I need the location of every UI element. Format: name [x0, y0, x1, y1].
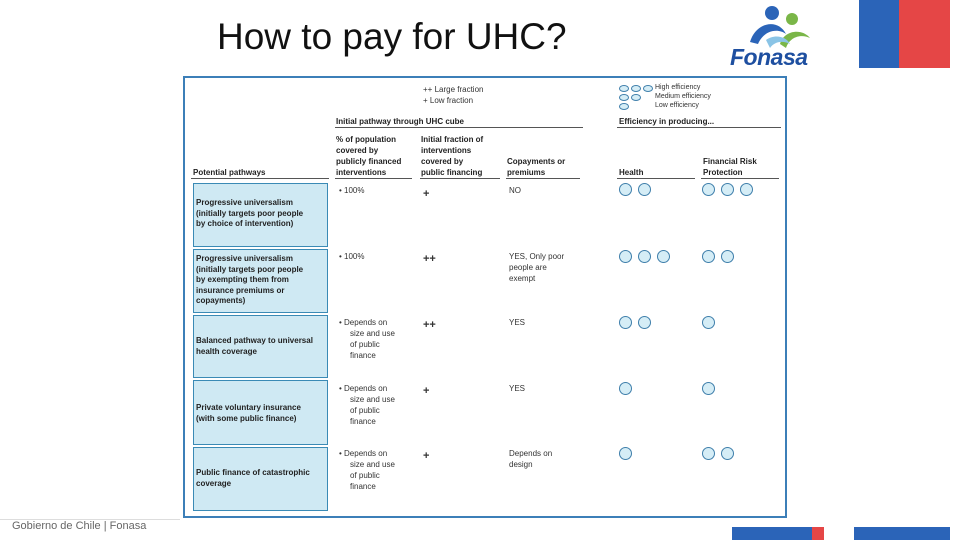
flag-red-block — [899, 0, 950, 68]
header-initial-pathway: Initial pathway through UHC cube — [336, 117, 465, 126]
uhc-pathways-table: ++ Large fraction + Low fraction High efficiency Medium efficiency Low efficiency Initial pathway through UHC cube Efficiency in producing... Potential pathways % of population covered by publicly financed interventions Initial fraction of interventions covered by public financing Copayments or premiums Health Financial Risk Protection Progressive universalism (initially targets poor people by choice of intervention) • 100% + NO Progressive universalism (initially targets poor people by exempting them from insurance premiums or copayments) • 100% ++ YES, Only poor people are exempt Balanced pathway to universal health coverage • Depends on size and use of public finance ++ YES Private voluntary insurance (with some public finance) • Depends on size and use of public finance + YES Public finance of catastrophic coverage • Depends on size and use of public finance + Depends on design — [183, 76, 787, 518]
flag-divider — [857, 0, 859, 68]
legend-medium-efficiency: Medium efficiency — [655, 93, 711, 100]
divider — [701, 178, 779, 179]
legend-low-fraction: + Low fraction — [423, 96, 474, 105]
divider — [617, 178, 695, 179]
divider — [191, 178, 329, 179]
slide-title: How to pay for UHC? — [217, 16, 567, 57]
fraction-value: ++ — [423, 319, 436, 331]
legend-low-efficiency: Low efficiency — [655, 102, 699, 109]
pathway-private-voluntary-insurance: Private voluntary insurance (with some public finance) — [193, 380, 328, 445]
logo-text: Fonasa — [730, 44, 808, 70]
col-health: Health — [619, 168, 644, 177]
pathway-progressive-universalism-choice: Progressive universalism (initially targets poor people by choice of intervention) — [193, 183, 328, 247]
fraction-value: ++ — [423, 253, 436, 265]
divider — [335, 127, 583, 128]
legend-large-fraction: ++ Large fraction — [423, 85, 484, 94]
pathway-progressive-universalism-exempt: Progressive universalism (initially targets poor people by exempting them from insurance premiums or copayments) — [193, 249, 328, 313]
pathway-balanced: Balanced pathway to universal health coverage — [193, 315, 328, 378]
coverage-value: • 100% — [339, 252, 365, 261]
divider — [617, 127, 781, 128]
copay-value: YES — [509, 384, 526, 393]
coverage-value: • 100% — [339, 186, 365, 195]
fraction-value: + — [423, 188, 430, 200]
header-efficiency: Efficiency in producing... — [619, 117, 715, 126]
fraction-value: + — [423, 385, 430, 397]
fraction-value: + — [423, 450, 430, 462]
flag-blue-block — [859, 0, 899, 68]
copay-value: YES — [509, 318, 526, 327]
divider — [420, 178, 500, 179]
legend-high-efficiency: High efficiency — [655, 84, 701, 91]
copay-value: NO — [509, 186, 521, 195]
divider — [506, 178, 580, 179]
footer-text: Gobierno de Chile | Fonasa — [12, 520, 147, 532]
col-potential-pathways: Potential pathways — [193, 168, 266, 177]
divider — [335, 178, 412, 179]
pathway-public-finance-catastrophic: Public finance of catastrophic coverage — [193, 447, 328, 511]
